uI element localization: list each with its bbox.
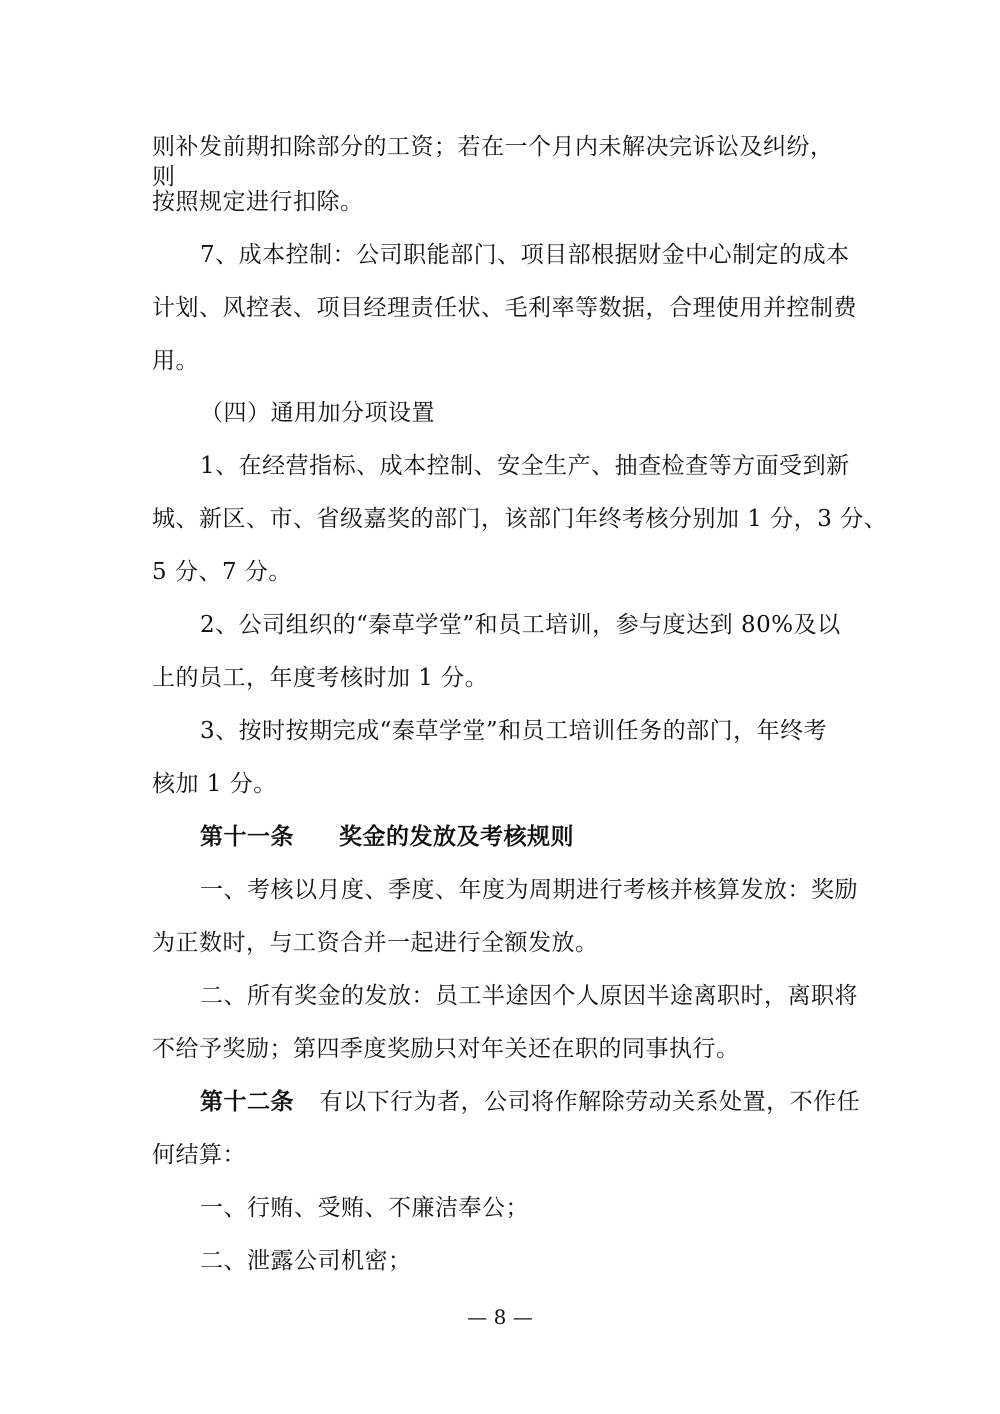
paragraph-line: 一、考核以月度、季度、年度为周期进行考核并核算发放：奖励 [200, 877, 858, 903]
article-text: 有以下行为者，公司将作解除劳动关系处置，不作任 [319, 1089, 861, 1115]
paragraph-line: 用。 [152, 348, 199, 374]
paragraph-line: 计划、风控表、项目经理责任状、毛利率等数据，合理使用并控制费 [152, 295, 857, 321]
article-heading [200, 822, 574, 852]
paragraph-line: 不给予奖励；第四季度奖励只对年关还在职的同事执行。 [152, 1036, 740, 1062]
paragraph-line: 5 分、7 分。 [152, 559, 292, 585]
paragraph-line: 1、在经营指标、成本控制、安全生产、抽查检查等方面受到新 [200, 453, 850, 479]
paragraph-line: 二、泄露公司机密； [200, 1248, 412, 1274]
paragraph-line: 二、所有奖金的发放：员工半途因个人原因半途离职时，离职将 [200, 983, 858, 1009]
article-number: 第十一条 [200, 823, 294, 850]
paragraph-line: 7、成本控制：公司职能部门、项目部根据财金中心制定的成本 [200, 242, 850, 268]
article-number: 第十二条 [200, 1088, 294, 1115]
paragraph-line: 按照规定进行扣除。 [152, 189, 364, 215]
paragraph-line: 上的员工，年度考核时加 1 分。 [152, 665, 489, 691]
paragraph-line: 何结算： [152, 1142, 246, 1168]
article-title: 奖金的发放及考核规则 [339, 823, 575, 850]
page-number: — 8 — [467, 1305, 533, 1329]
paragraph-line: 为正数时，与工资合并一起进行全额发放。 [152, 930, 599, 956]
paragraph-line: 3、按时按期完成“秦草学堂”和员工培训任务的部门，年终考 [200, 718, 828, 744]
article-line [200, 1087, 860, 1117]
paragraph-line: 2、公司组织的“秦草学堂”和员工培训，参与度达到 80%及以 [200, 612, 841, 638]
section-heading: （四）通用加分项设置 [200, 400, 435, 426]
paragraph-line [152, 132, 848, 192]
paragraph-line: 核加 1 分。 [152, 771, 277, 797]
paragraph-line: 一、行贿、受贿、不廉洁奉公； [200, 1195, 529, 1221]
line-text: 则补发前期扣除部分的工资；若在一个月内未解决完诉讼及纠纷，则 [152, 134, 834, 190]
paragraph-line: 城、新区、市、省级嘉奖的部门，该部门年终考核分别加 1 分，3 分、 [152, 506, 888, 532]
